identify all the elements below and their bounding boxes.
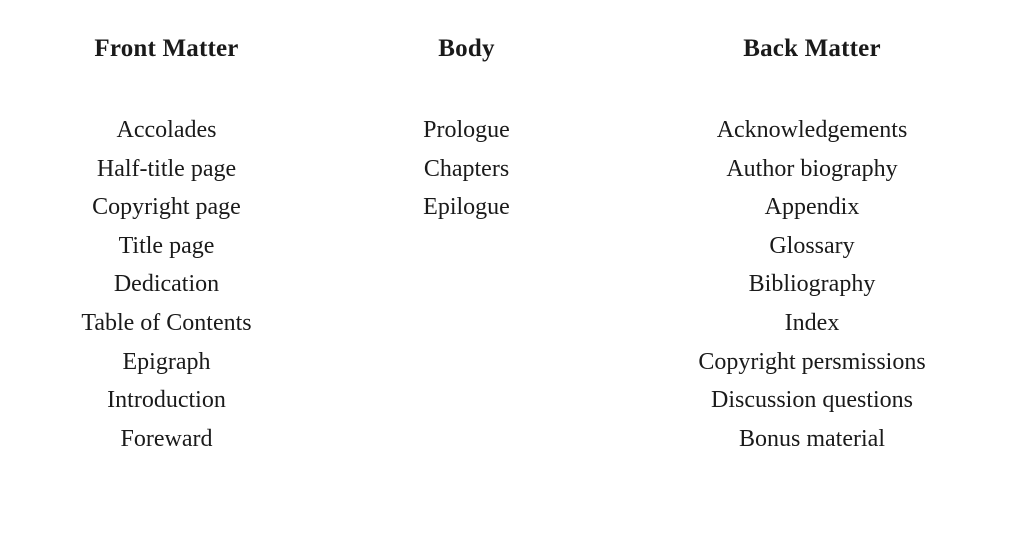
list-item: Appendix — [764, 194, 860, 221]
list-item: Epilogue — [423, 194, 510, 221]
list-item: Accolades — [116, 117, 217, 143]
list-item: Author biography — [726, 155, 898, 182]
list-item: Half-title page — [96, 155, 237, 182]
column-items-front-matter — [0, 111, 333, 458]
list-item: Acknowledgements — [716, 117, 908, 143]
list-item: Introduction — [107, 387, 226, 414]
list-item: Bonus material — [739, 425, 885, 452]
list-item: Index — [784, 309, 840, 336]
list-item: Epigraph — [122, 348, 211, 375]
list-item: Title page — [118, 232, 215, 259]
list-item: Copyright persmissions — [698, 348, 926, 375]
list-item: Foreward — [120, 425, 213, 452]
list-item: Bibliography — [748, 271, 876, 298]
columns-container — [0, 34, 1024, 458]
column-front-matter — [0, 34, 333, 458]
list-item: Chapters — [423, 155, 510, 182]
column-title-front-matter: Front Matter — [94, 35, 239, 62]
column-items-back-matter — [600, 111, 1024, 458]
list-item: Discussion questions — [710, 387, 913, 414]
column-items-body — [333, 111, 600, 227]
column-title-body: Body — [438, 35, 495, 62]
column-title-back-matter: Back Matter — [743, 35, 881, 62]
list-item: Glossary — [769, 232, 855, 259]
column-back-matter — [600, 34, 1024, 458]
list-item: Prologue — [423, 117, 510, 143]
list-item: Dedication — [113, 271, 220, 298]
list-item: Table of Contents — [81, 309, 252, 336]
list-item: Copyright page — [92, 194, 241, 221]
column-body — [333, 34, 600, 227]
